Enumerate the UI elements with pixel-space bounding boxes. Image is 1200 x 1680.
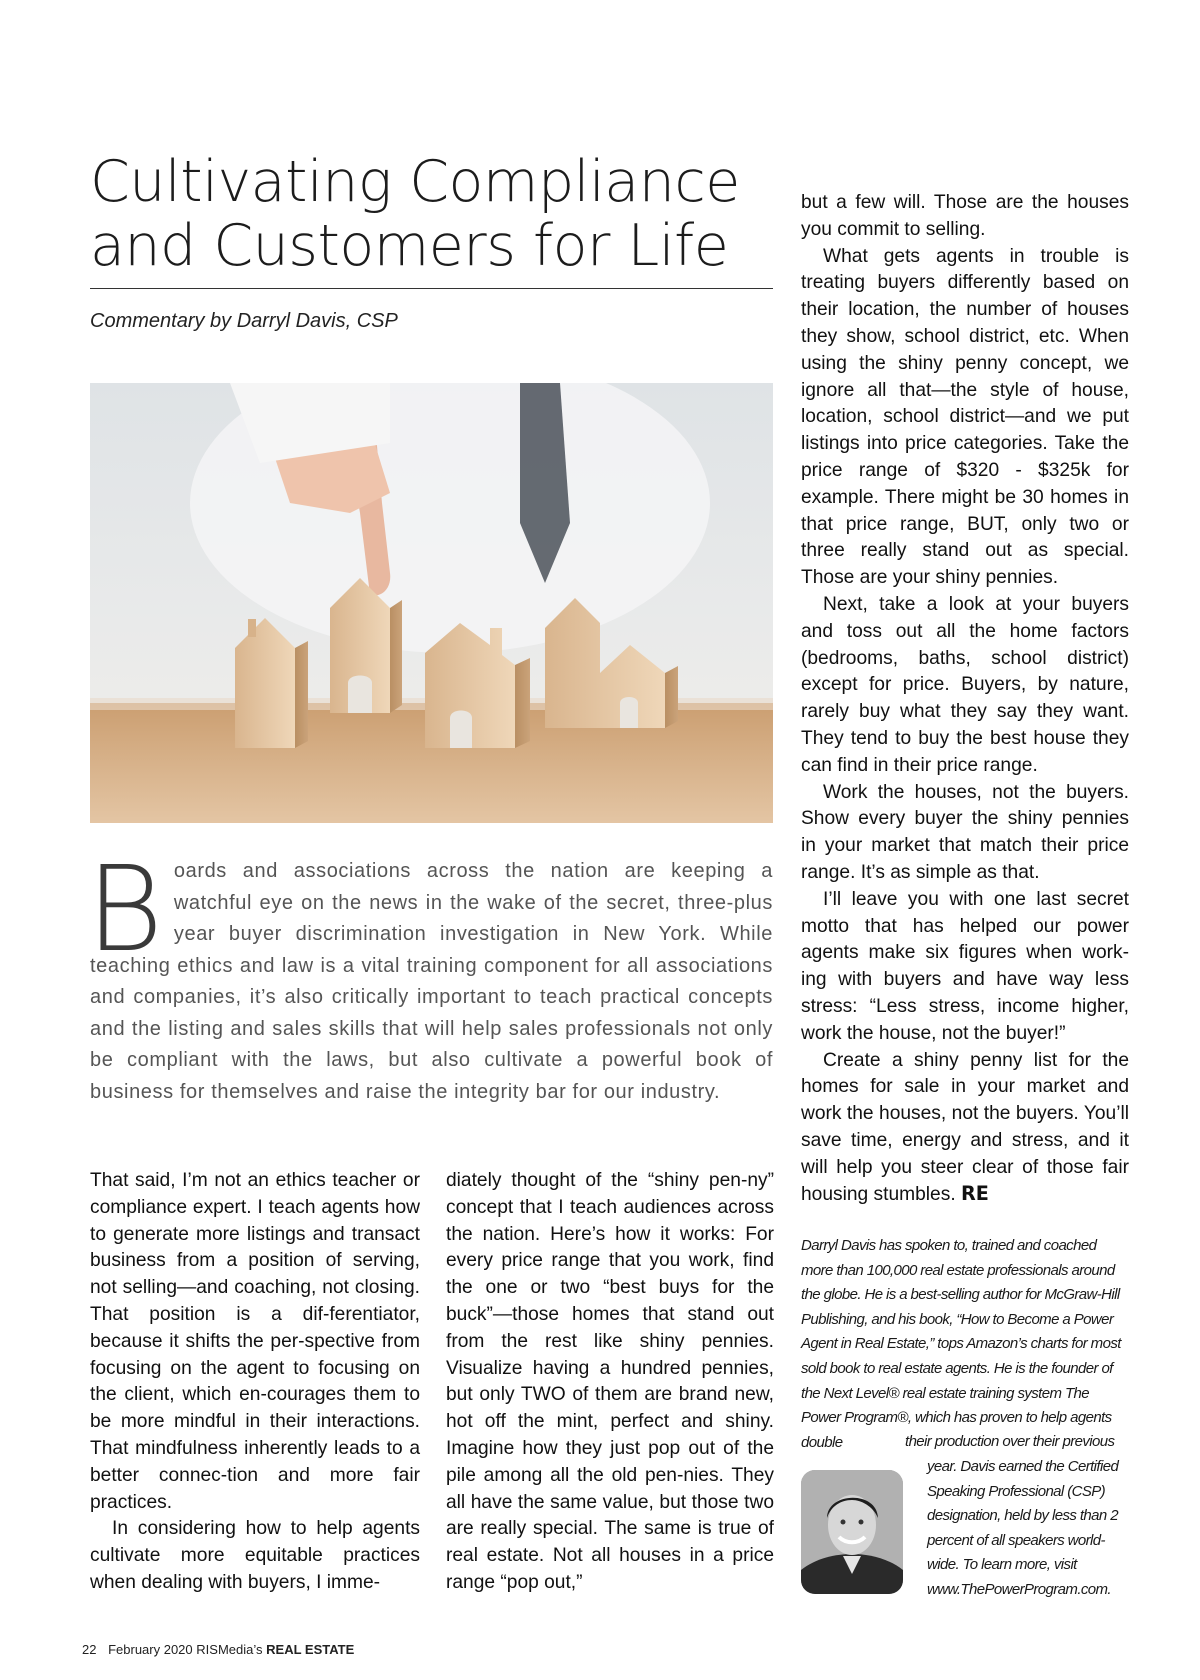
title-divider [90, 288, 773, 289]
author-bio-top: Darryl Davis has spoken to, trained and coached more than 100,000 real estate professionals around the globe. He is a best-selling author for McGraw-Hill Publishing, and his book, “How to Become a Power Agent in Real Estate,” tops Amazon’s charts for most sold book to real estate agents. He is the founder of the Next Level® real estate training system The Power Program®, which has proven to help agents double [801, 1237, 1121, 1451]
body-paragraph: Work the houses, not the buyers. Show every buyer the shiny pennies in your market that match their price range. It’s as simple as that. [801, 781, 1129, 883]
body-paragraph: diately thought of the “shiny pen-ny” concept that I teach audiences across the nation. Here’s how it works: For every price range that you work, find the one or two “best buys for the buck”—those homes that stand out from the rest like shiny pennies. Visualize having a hundred pennies, but only TWO of them are brand new, hot off the mint, perfect and shiny. Imagine how they just pop out of the pile among all the old pen-nies. They all have the same value, but those two are really special. The same is true of real estate. Not all houses in a price range “pop out,” [446, 1170, 774, 1593]
section-name: REAL ESTATE [266, 1642, 355, 1657]
body-paragraph: Next, take a look at your buyers and toss out all the home factors (bedrooms, baths, school district) except for price. Buyers, by nature, rarely buy what they say they want. They tend to buy the best house they can find in their price range. [801, 593, 1129, 776]
author-bio-mid: their production over their previous [905, 1433, 1115, 1450]
body-paragraph: That said, I’m not an ethics teacher or compliance expert. I teach agents how to generate more listings and transact business from a position of serving, not selling—and coaching, not closing. That position is a dif-ferentiator, because it shifts the per-spective from focusing on the agent to focusing on the client, which en-courages them to be more mindful in their interactions. That mindfulness inherently leads to a better connec-tion and more fair practices. [90, 1170, 420, 1513]
publication-name: RISMedia’s [196, 1642, 263, 1657]
body-column-1 [90, 1168, 420, 1597]
lede-paragraph [86, 840, 773, 1108]
title-line-1: Cultivating Compliance [90, 149, 740, 215]
body-paragraph: What gets agents in trouble is treating buyers differently based on their location, the number of houses they show, school district, etc. When using the shiny penny concept, we ignore all that—the style of house, location, school district—and we put listings into price categories. Take the price range of $320 - $325k for example. There might be 30 homes in that price range, BUT, only two or three really stand out as special. Those are your shiny pennies. [801, 245, 1129, 589]
lede-text: oards and associations across the nation are keeping a watchful eye on the news in the wake of the secret, three-plus year buyer discrimination investigation in New York. While teaching ethics and law is a vital training component for all associations and companies, it’s also critically important to teach practical concepts and the listing and sales skills that will help sales professionals not only be compliant with the laws, but also cultivate a powerful book of business for themselves and raise the integrity bar for our industry. [90, 860, 773, 1103]
body-paragraph: In considering how to help agents cultivate more equitable practices when dealing with buyers, I imme- [90, 1518, 420, 1593]
end-mark: RE [961, 1182, 989, 1206]
author-bio-bottom: year. Davis earned the Certified Speaking Professional (CSP) designation, held by less than 2 percent of all speakers world-wide. To learn more, visit www.ThePowerProgram.com. [927, 1458, 1119, 1598]
page-footer [82, 1642, 354, 1657]
closing-text: Create a shiny penny list for the homes for sale in your market and work the houses, not the buyers. You’ll save time, energy and stress, and it will help you steer clear of those fair housing stumbles. [801, 1049, 1129, 1206]
body-column-2 [446, 1168, 774, 1597]
hero-photo [90, 383, 773, 823]
page-number: 22 [82, 1642, 97, 1657]
body-paragraph: I’ll leave you with one last secret motto that has helped our power agents make six figures when work-ing with buyers and have way less stress: “Less stress, income higher, work the house, not the buyer!” [801, 888, 1129, 1044]
drop-cap: B [86, 840, 164, 978]
body-paragraph: but a few will. Those are the houses you commit to selling. [801, 192, 1129, 240]
body-paragraph [801, 1048, 1129, 1210]
article-title [90, 150, 780, 278]
issue-date: February 2020 [108, 1642, 193, 1657]
author-headshot [801, 1470, 903, 1594]
byline: Commentary by Darryl Davis, CSP [90, 310, 398, 332]
body-column-3 [801, 190, 1129, 1209]
title-line-2: and Customers for Life [90, 213, 729, 279]
